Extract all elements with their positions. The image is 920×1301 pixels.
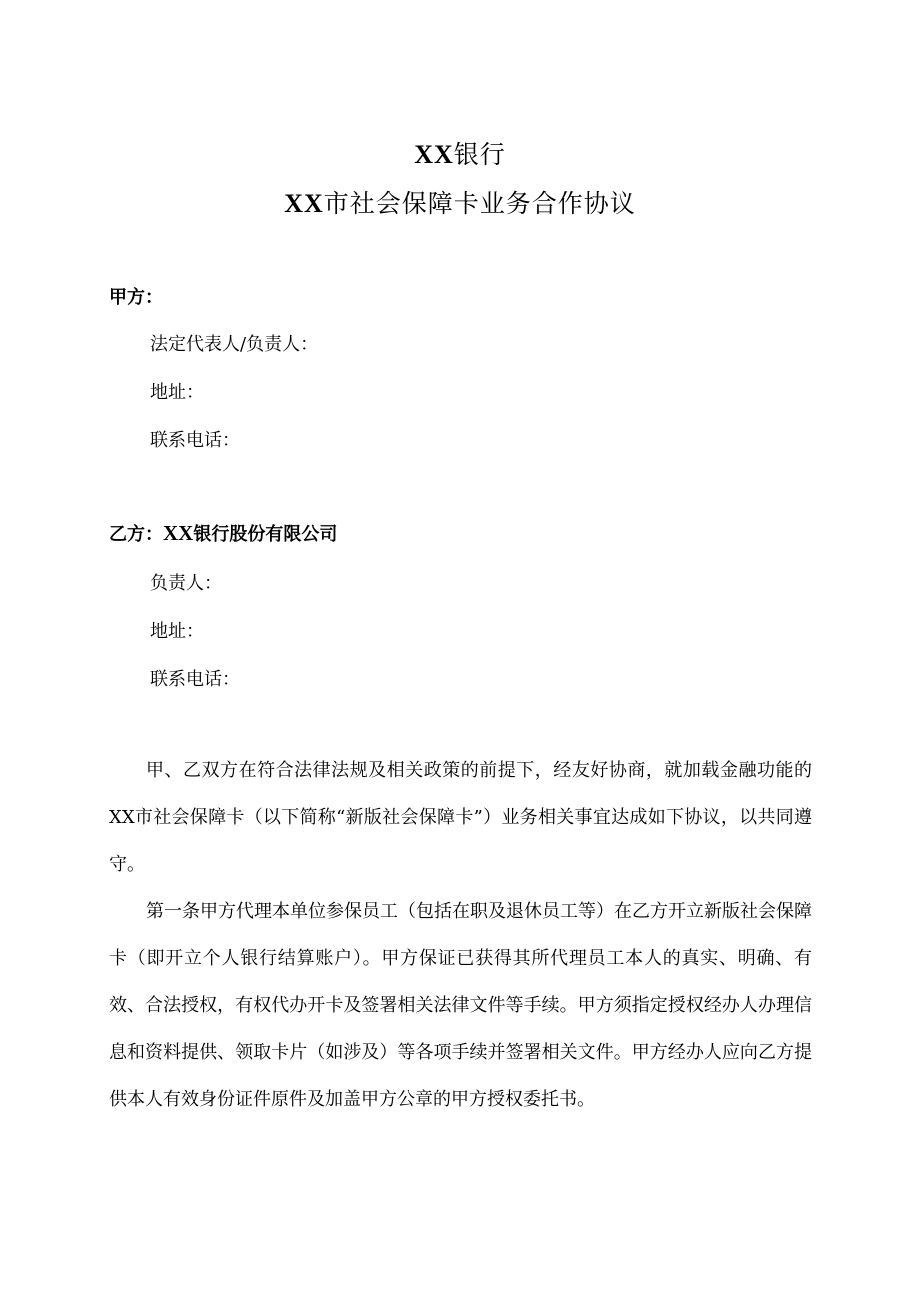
intro-paragraph: 甲、乙双方在符合法律法规及相关政策的前提下，经友好协商，就加载金融功能的XX市社会保障卡（以下简称“新版社会保障卡”）业务相关事宜达成如下协议，以共同遵守。 (109, 760, 812, 875)
agreement-title-xx: XX (284, 189, 324, 218)
agreement-title (0, 184, 920, 220)
party-a-phone-field: 联系电话： (150, 430, 240, 451)
article-1-paragraph: 第一条甲方代理本单位参保员工（包括在职及退休员工等）在乙方开立新版社会保障卡（即开立个人银行结算账户）。甲方保证已获得其所代理员工本人的真实、明确、有效、合法授权，有权代办开卡及签署相关法律文件等手续。甲方须指定授权经办人办理信息和资料提供、领取卡片（如涉及）等各项手续并签署相关文件。甲方经办人应向乙方提供本人有效身份证件原件及加盖甲方公章的甲方授权委托书。 (109, 901, 812, 1110)
party-a-address-field: 地址： (150, 382, 204, 403)
party-b-responsible-field: 负责人： (150, 573, 222, 594)
party-b-heading-rest: 银行股份有限公司 (193, 524, 338, 545)
party-a-heading: 甲方： (109, 287, 163, 308)
party-b-heading-prefix: 乙方： (109, 524, 163, 545)
agreement-title-rest: 市社会保障卡业务合作协议 (323, 189, 636, 218)
party-b-address-field: 地址： (150, 621, 204, 642)
party-b-heading-xx: XX (163, 521, 194, 545)
party-a-representative-field: 法定代表人/负责人： (150, 334, 319, 355)
party-b-heading (109, 520, 337, 546)
bank-title-rest: 银行 (453, 140, 506, 169)
bank-title-xx: XX (414, 140, 454, 169)
bank-title (0, 135, 920, 171)
party-b-phone-field: 联系电话： (150, 669, 240, 690)
